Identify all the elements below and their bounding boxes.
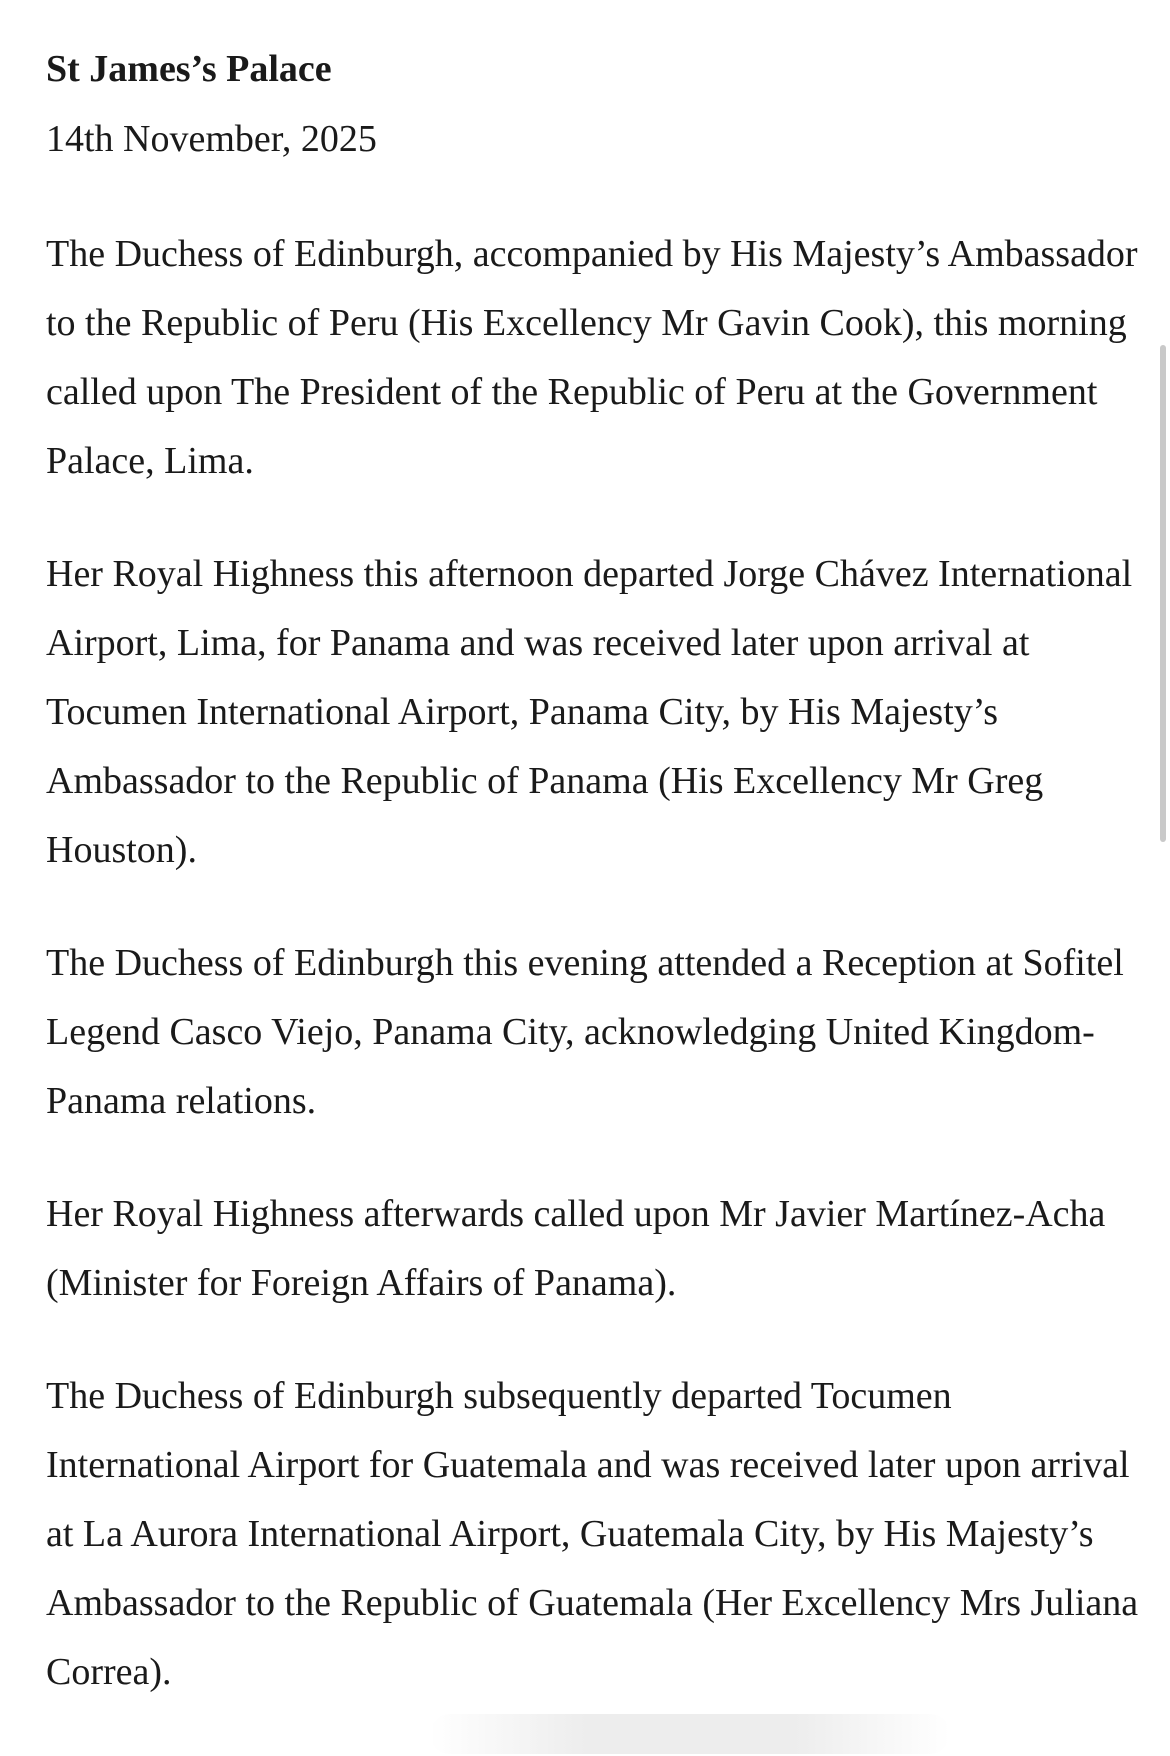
paragraph-peru-president: The Duchess of Edinburgh, accompanied by His Majesty’s Ambassador to the Republic of Peru (His Excellency Mr Gavin Cook), this morning called upon The President of the Republic of Peru at the Government Palace, Lima.	[46, 233, 1138, 482]
bottom-overlay	[430, 1714, 950, 1754]
vertical-scrollbar[interactable]	[1160, 345, 1166, 842]
paragraph-panama-arrival: Her Royal Highness this afternoon departed Jorge Chávez International Airport, Lima, for Panama and was received later upon arrival at Tocumen International Airport, Panama City, by His Majesty’s Ambassador to the Republic of Panama (His Excellency Mr Greg Houston).	[46, 553, 1133, 871]
article-body	[46, 40, 1146, 1707]
paragraph-panama-reception: The Duchess of Edinburgh this evening attended a Reception at Sofitel Legend Casco Viejo, Panama City, acknowledging United Kingdom-Panama relations.	[46, 942, 1124, 1122]
article-date: 14th November, 2025	[46, 118, 377, 160]
paragraph-foreign-minister: Her Royal Highness afterwards called upon Mr Javier Martínez-Acha (Minister for Foreign Affairs of Panama).	[46, 1193, 1106, 1304]
paragraph-guatemala-arrival: The Duchess of Edinburgh subsequently departed Tocumen International Airport for Guatemala and was received later upon arrival at La Aurora International Airport, Guatemala City, by His Majesty’s Ambassador to the Republic of Guatemala (Her Excellency Mrs Juliana Correa).	[46, 1375, 1139, 1693]
palace-heading: St James’s Palace	[46, 48, 332, 90]
